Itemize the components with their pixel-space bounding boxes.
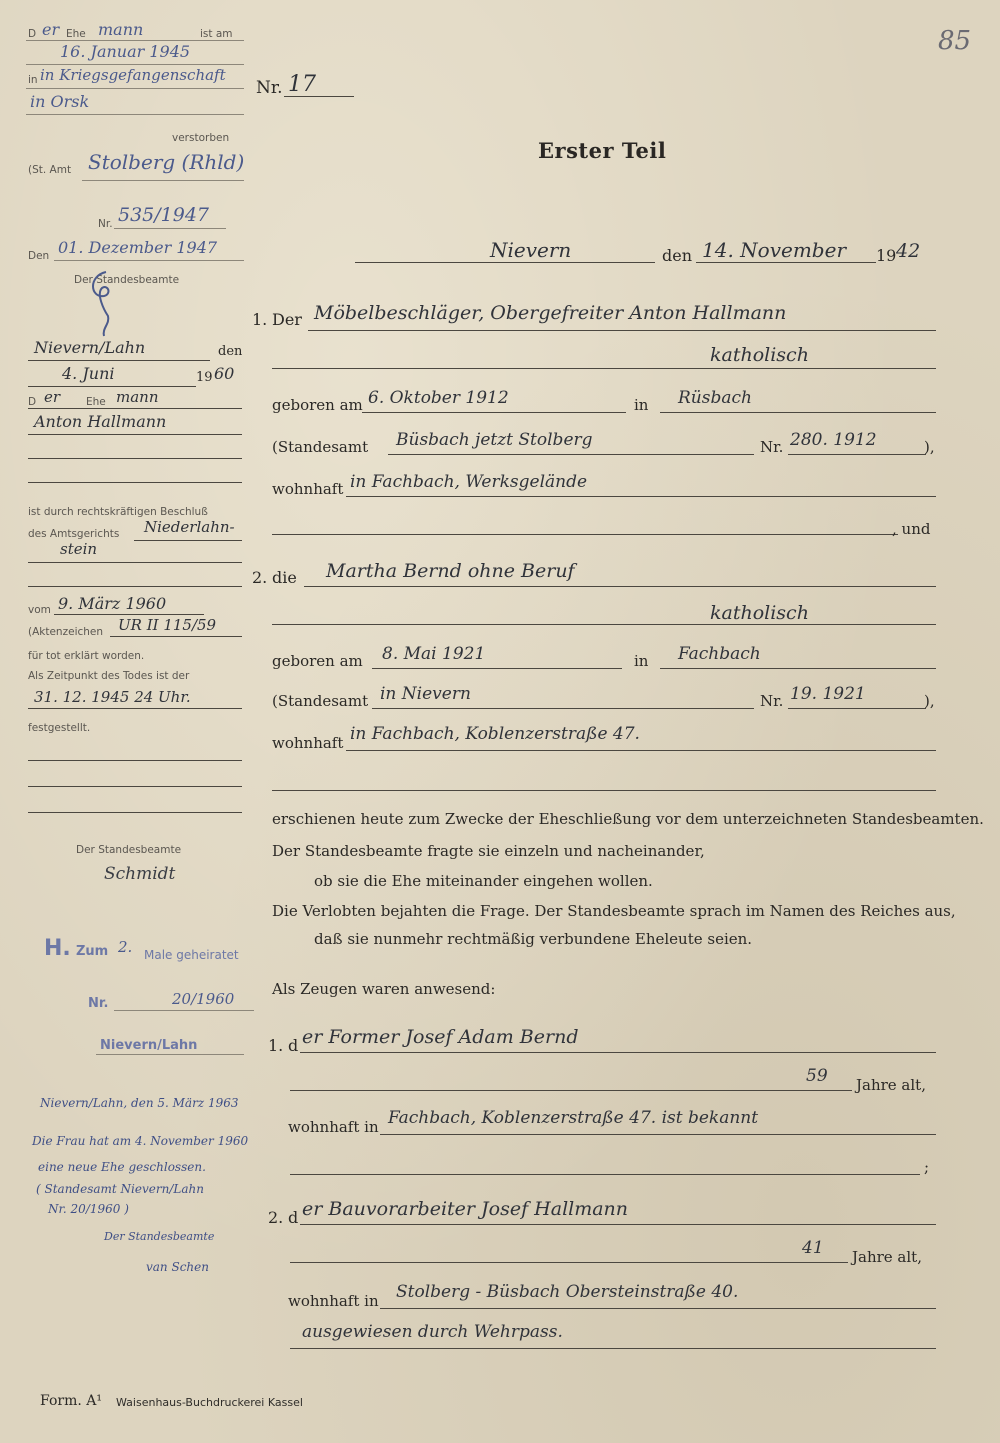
margin-death-st-amt-label: (St. Amt — [28, 164, 72, 176]
bride-office-nr: 19. 1921 — [790, 684, 866, 704]
groom-und: , und — [892, 520, 931, 538]
witness1-semicolon: ; — [924, 1158, 930, 1176]
margin-declared-place: Nievern/Lahn — [34, 338, 146, 357]
margin-note-line-3: eine neue Ehe geschlossen. — [38, 1160, 206, 1174]
margin-declared-az-label: (Aktenzeichen — [28, 626, 104, 638]
bride-name: Martha Bernd ohne Beruf — [326, 560, 575, 582]
bride-religion: katholisch — [710, 602, 809, 624]
margin-death-ehe-hand: mann — [98, 20, 144, 39]
footer-form: Form. A¹ — [40, 1393, 102, 1409]
bride-number: 2. — [252, 568, 268, 587]
margin-death-date: 16. Januar 1945 — [60, 42, 191, 61]
witness2-prefix: d — [288, 1208, 299, 1227]
margin-declared-text-3: für tot erklärt worden. — [28, 650, 145, 662]
margin-remarried-nr: 20/1960 — [172, 990, 235, 1008]
witness2-extra: ausgewiesen durch Wehrpass. — [302, 1322, 563, 1342]
margin-declared-name: Anton Hallmann — [34, 412, 167, 431]
margin-declared-signature: Schmidt — [104, 864, 176, 884]
margin-death-ehe-label: Ehe — [66, 28, 86, 40]
margin-death-nr: 535/1947 — [118, 204, 210, 226]
year-suffix: 42 — [896, 240, 921, 262]
margin-declared-text-5: festgestellt. — [28, 722, 91, 734]
groom-office-nr-label: Nr. — [760, 438, 784, 456]
witness1-number: 1. — [268, 1036, 284, 1055]
margin-death-official-label: Der Standesbeamte — [74, 274, 180, 286]
year-prefix: 19 — [876, 246, 897, 265]
margin-note-line-4: ( Standesamt Nievern/Lahn — [36, 1182, 204, 1196]
margin-declared-vom-label: vom — [28, 604, 51, 616]
groom-born-date: 6. Oktober 1912 — [368, 388, 509, 408]
groom-occupation-name: Möbelbeschläger, Obergefreiter Anton Hallmann — [314, 302, 787, 324]
margin-death-place-2: in Orsk — [30, 92, 90, 111]
groom-born-label: geboren am — [272, 396, 363, 414]
groom-residence: in Fachbach, Werksgelände — [350, 472, 588, 492]
margin-declared-year-prefix: 19 — [196, 370, 213, 385]
margin-death-ist-label: ist am — [200, 28, 233, 40]
margin-declared-court-2: stein — [60, 540, 98, 558]
bride-office-close: ), — [924, 692, 935, 710]
bride-born-label: geboren am — [272, 652, 363, 670]
section-title: Erster Teil — [538, 138, 667, 163]
bride-office-value: in Nievern — [380, 684, 471, 704]
witness-heading: Als Zeugen waren anwesend: — [272, 980, 496, 998]
groom-residence-label: wohnhaft — [272, 480, 344, 498]
margin-declared-year-suffix: 60 — [214, 364, 235, 383]
groom-in-label: in — [634, 396, 649, 414]
margin-declared-d-label: D — [28, 396, 37, 408]
margin-death-den-label: Den — [28, 250, 50, 262]
witness2-name: er Bauvorarbeiter Josef Hallmann — [302, 1198, 629, 1220]
margin-remarried-zum: Zum — [76, 944, 109, 959]
groom-office-label: (Standesamt — [272, 438, 369, 456]
body-text-line-3: ob sie die Ehe miteinander eingehen wollen. — [314, 872, 653, 890]
margin-note-line-5: Nr. 20/1960 ) — [48, 1202, 129, 1216]
margin-death-nr-label: Nr. — [98, 218, 113, 230]
groom-number: 1. — [252, 310, 268, 329]
witness2-residence: Stolberg - Büsbach Obersteinstraße 40. — [396, 1282, 739, 1302]
margin-declared-court-1: Niederlahn- — [144, 518, 235, 536]
groom-office-close: ), — [924, 438, 935, 456]
margin-death-place-1: in Kriegsgefangenschaft — [40, 66, 226, 84]
margin-remarried-place: Nievern/Lahn — [100, 1038, 198, 1053]
margin-declared-text-1: ist durch rechtskräftigen Beschluß — [28, 506, 208, 518]
margin-declared-d-hand: er — [44, 388, 61, 406]
bride-born-date: 8. Mai 1921 — [382, 644, 486, 664]
margin-declared-text-2: des Amtsgerichts — [28, 528, 120, 540]
witness1-residence: Fachbach, Koblenzerstraße 47. ist bekannt — [388, 1108, 759, 1128]
body-text-line-5: daß sie nunmehr rechtmäßig verbundene Eheleute seien. — [314, 930, 753, 948]
groom-religion: katholisch — [710, 344, 809, 366]
bride-office-label: (Standesamt — [272, 692, 369, 710]
witness1-name: er Former Josef Adam Bernd — [302, 1026, 579, 1048]
bride-die-label: die — [272, 568, 297, 587]
witness2-number: 2. — [268, 1208, 284, 1227]
witness1-residence-label: wohnhaft in — [288, 1118, 379, 1136]
groom-born-place: Rüsbach — [678, 388, 752, 408]
witness1-prefix: d — [288, 1036, 299, 1055]
margin-declared-text-4: Als Zeitpunkt des Todes ist der — [28, 670, 190, 682]
margin-death-d-hand: er — [42, 20, 60, 39]
margin-death-st-amt: Stolberg (Rhld) — [88, 150, 245, 174]
bride-residence: in Fachbach, Koblenzerstraße 47. — [350, 724, 640, 744]
margin-death-signature — [82, 266, 132, 340]
margin-note-line-2: Die Frau hat am 4. November 1960 — [32, 1134, 249, 1148]
margin-remarried-h: H. — [44, 936, 71, 961]
marriage-place: Nievern — [490, 238, 572, 262]
margin-note-line-7: van Schen — [146, 1260, 209, 1274]
margin-remarried-times: 2. — [118, 938, 133, 956]
margin-declared-den-label: den — [218, 344, 243, 359]
margin-remarried-nr-label: Nr. — [88, 996, 109, 1011]
date-den-label: den — [662, 246, 693, 265]
register-nr-label: Nr. — [256, 78, 283, 98]
bride-residence-label: wohnhaft — [272, 734, 344, 752]
witness1-age-label: Jahre alt, — [856, 1076, 926, 1094]
margin-declared-ehe-label: Ehe — [86, 396, 106, 408]
footer-printer: Waisenhaus-Buchdruckerei Kassel — [116, 1396, 303, 1409]
groom-der-label: Der — [272, 310, 302, 329]
bride-in-label: in — [634, 652, 649, 670]
groom-office-value: Büsbach jetzt Stolberg — [396, 430, 593, 450]
register-nr-value: 17 — [288, 72, 316, 97]
margin-death-d: D — [28, 28, 37, 40]
groom-office-nr: 280. 1912 — [790, 430, 877, 450]
body-text-line-4: Die Verlobten bejahten die Frage. Der Standesbeamte sprach im Namen des Reiches aus, — [272, 902, 956, 920]
witness2-age-label: Jahre alt, — [852, 1248, 922, 1266]
marriage-date: 14. November — [702, 238, 847, 262]
bride-born-place: Fachbach — [678, 644, 761, 664]
margin-declared-ehe-hand: mann — [116, 388, 159, 406]
body-text-line-2: Der Standesbeamte fragte sie einzeln und nacheinander, — [272, 842, 705, 860]
margin-remarried-text: Male geheiratet — [144, 948, 239, 962]
margin-declared-az: UR II 115/59 — [118, 616, 217, 634]
bride-office-nr-label: Nr. — [760, 692, 784, 710]
margin-note-line-1: Nievern/Lahn, den 5. März 1963 — [40, 1096, 239, 1110]
witness2-age: 41 — [802, 1238, 824, 1258]
margin-death-in-label: in — [28, 74, 38, 86]
margin-declared-date: 4. Juni — [62, 364, 115, 383]
witness1-age: 59 — [806, 1066, 828, 1086]
body-text-line-1: erschienen heute zum Zwecke der Eheschließung vor dem unterzeichneten Standesbeamten. — [272, 810, 984, 828]
margin-note-line-6: Der Standesbeamte — [104, 1230, 215, 1243]
margin-declared-death-time: 31. 12. 1945 24 Uhr. — [34, 688, 191, 706]
margin-death-verstorben: verstorben — [172, 132, 230, 144]
margin-declared-vom: 9. März 1960 — [58, 594, 167, 613]
page-number: 85 — [938, 26, 972, 56]
witness2-residence-label: wohnhaft in — [288, 1292, 379, 1310]
margin-death-den: 01. Dezember 1947 — [58, 238, 218, 257]
margin-declared-official-label: Der Standesbeamte — [76, 844, 182, 856]
